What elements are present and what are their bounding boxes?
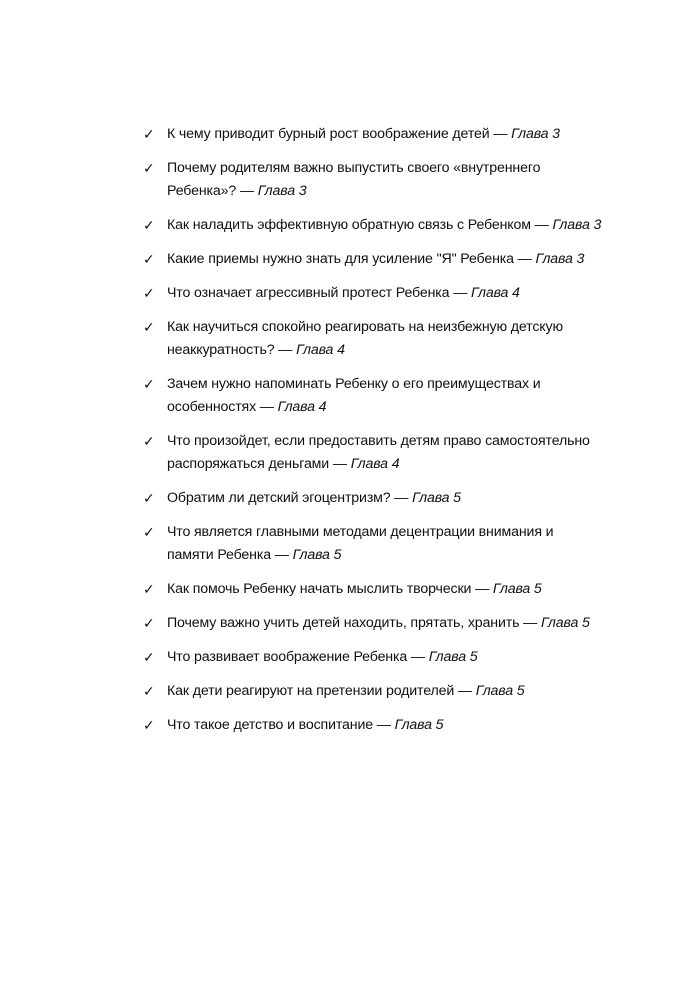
list-item	[143, 316, 603, 362]
list-item	[143, 214, 603, 237]
check-icon: ✓	[143, 433, 155, 449]
chapter-reference: Глава 5	[475, 683, 525, 699]
list-item	[143, 578, 603, 601]
chapter-reference: Глава 5	[540, 615, 590, 631]
chapter-reference: Глава 4	[277, 399, 327, 415]
chapter-reference: Глава 5	[492, 581, 542, 597]
list-item	[143, 487, 603, 510]
check-icon: ✓	[143, 649, 155, 665]
check-icon: ✓	[143, 251, 155, 267]
item-text: Зачем нужно напоминать Ребенку о его преимуществах и особенностях —	[167, 376, 541, 415]
check-icon: ✓	[143, 524, 155, 540]
chapter-reference: Глава 3	[535, 251, 585, 267]
chapter-reference: Глава 4	[296, 342, 345, 358]
chapter-reference: Глава 5	[394, 717, 444, 733]
item-text: Почему важно учить детей находить, прятать, хранить —	[167, 615, 541, 631]
list-item	[143, 373, 603, 419]
item-text: Как научиться спокойно реагировать на неизбежную детскую неаккуратность? —	[167, 319, 563, 358]
check-icon: ✓	[143, 126, 155, 142]
chapter-reference: Глава 3	[552, 217, 602, 233]
item-text: К чему приводит бурный рост воображение детей —	[167, 126, 512, 142]
check-icon: ✓	[143, 490, 155, 506]
item-text: Что означает агрессивный протест Ребенка —	[167, 285, 472, 301]
chapter-reference: Глава 3	[511, 126, 560, 142]
list-item	[143, 521, 603, 567]
list-item	[143, 248, 603, 271]
item-text: Что является главными методами децентрации внимания и памяти Ребенка —	[167, 524, 554, 563]
check-icon: ✓	[143, 376, 155, 392]
item-text: Что такое детство и воспитание —	[167, 717, 395, 733]
chapter-reference: Глава 5	[428, 649, 478, 665]
list-item	[143, 646, 603, 669]
item-text: Обратим ли детский эгоцентризм? —	[167, 490, 413, 506]
chapter-reference: Глава 5	[292, 547, 342, 563]
check-icon: ✓	[143, 319, 155, 335]
list-item	[143, 123, 603, 146]
item-text: Что произойдет, если предоставить детям право самостоятельно распоряжаться деньгами —	[167, 433, 590, 472]
check-icon: ✓	[143, 285, 155, 301]
list-item	[143, 282, 603, 305]
list-item	[143, 157, 603, 203]
check-icon: ✓	[143, 615, 155, 631]
chapter-reference: Глава 4	[471, 285, 520, 301]
chapter-reference: Глава 3	[257, 183, 307, 199]
item-text: Какие приемы нужно знать для усиление "Я" Ребенка —	[167, 251, 536, 267]
checklist	[143, 123, 603, 748]
list-item	[143, 714, 603, 737]
item-text: Как помочь Ребенку начать мыслить творчески —	[167, 581, 493, 597]
check-icon: ✓	[143, 217, 155, 233]
list-item	[143, 430, 603, 476]
check-icon: ✓	[143, 683, 155, 699]
check-icon: ✓	[143, 717, 155, 733]
chapter-reference: Глава 4	[350, 456, 400, 472]
check-icon: ✓	[143, 160, 155, 176]
item-text: Что развивает воображение Ребенка —	[167, 649, 429, 665]
check-icon: ✓	[143, 581, 155, 597]
item-text: Как наладить эффективную обратную связь с Ребенком —	[167, 217, 553, 233]
item-text: Почему родителям важно выпустить своего «внутреннего Ребенка»? —	[167, 160, 541, 199]
list-item	[143, 612, 603, 635]
item-text: Как дети реагируют на претензии родителей —	[167, 683, 476, 699]
chapter-reference: Глава 5	[412, 490, 461, 506]
list-item	[143, 680, 603, 703]
